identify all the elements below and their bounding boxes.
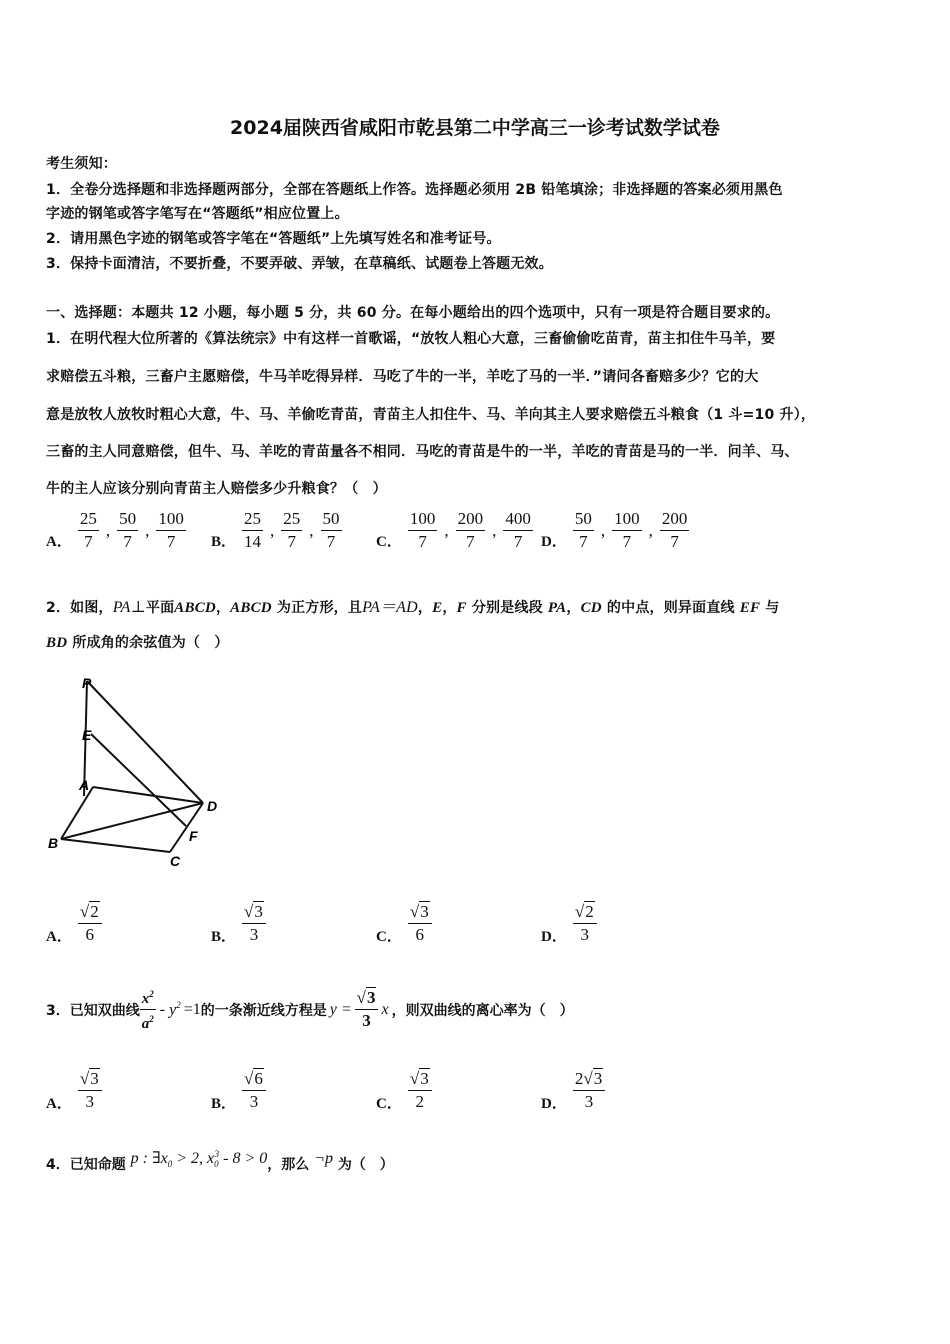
fraction xyxy=(117,508,138,553)
option-label: A． xyxy=(46,1096,72,1112)
edge-bc xyxy=(61,839,170,852)
radicand: 3 xyxy=(366,988,376,1007)
label-b: B xyxy=(48,835,59,851)
q2-text: 的中点，则异面直线 xyxy=(601,600,740,616)
var-x: x xyxy=(141,991,150,1007)
option-label: D． xyxy=(541,534,567,550)
exponent: 2 xyxy=(176,999,181,1010)
q2-text: 与 xyxy=(760,600,780,616)
numerator: 25 xyxy=(242,508,263,531)
fraction xyxy=(78,508,99,553)
q1-option-c[interactable]: C． $\frac{100}{7}$ , $\frac{200}{7}$ , $\frac{400}{7}$ xyxy=(376,509,531,551)
fraction: √ 3 6 xyxy=(408,901,432,946)
fraction: 2 √ 3 3 xyxy=(573,1068,605,1113)
option-label: B． xyxy=(211,929,237,945)
coefficient: 2 xyxy=(574,1069,584,1088)
q3-line xyxy=(46,985,574,1034)
numerator: 50 xyxy=(573,508,594,531)
geometry-figure xyxy=(40,668,240,883)
notice-heading: 考生须知： xyxy=(46,156,117,172)
option-label: B． xyxy=(211,534,237,550)
minus-sign: - xyxy=(159,1000,166,1018)
label-p: P xyxy=(82,675,92,691)
numerator: 200 xyxy=(456,508,486,531)
numerator: 25 xyxy=(281,508,302,531)
var-x: x xyxy=(381,1000,389,1018)
q2-text: ， xyxy=(417,600,433,616)
option-label: C． xyxy=(376,929,402,945)
fraction xyxy=(660,508,690,553)
proposition-p xyxy=(130,1148,268,1170)
math-expr: > 2, x xyxy=(172,1150,215,1167)
notice-line-2: 字迹的钢笔或答字笔写在“答题纸”相应位置上。 xyxy=(46,206,349,222)
math-expr: CD xyxy=(580,600,602,616)
q1-line-3: 意是放牧人放牧时粗心大意，牛、马、羊偷吃青苗，青苗主人扣住牛、马、羊向其主人要求赔偿五斗粮食（1 斗=10 升）， xyxy=(46,407,816,423)
q1-line-4: 三畜的主人同意赔偿，但牛、马、羊吃的青苗量各不相同．马吃的青苗是牛的一半，羊吃的青苗是马的一半．问羊、马、 xyxy=(46,444,799,460)
q2-line-1 xyxy=(46,594,780,617)
math-expr: y = xyxy=(329,1000,352,1018)
numerator: 50 xyxy=(321,508,342,531)
q3-text: 的一条渐近线方程是 xyxy=(200,1002,327,1019)
equals-one: =1 xyxy=(183,1000,201,1018)
q2-text: 为正方形，且 xyxy=(271,600,363,616)
q4-line xyxy=(46,1148,394,1175)
negation-p: ¬p xyxy=(314,1150,333,1167)
numerator: 400 xyxy=(503,508,533,531)
edge-pd xyxy=(87,681,203,803)
subscript: 0 xyxy=(167,1159,173,1170)
q3-text: ，则双曲线的离心率为（ ） xyxy=(391,1002,574,1019)
q4-text: 为（ ） xyxy=(337,1157,394,1173)
q1-option-b[interactable]: B． $\frac{25}{14}$ , $\frac{25}{7}$ , $\frac{50}{7}$ xyxy=(211,509,340,551)
notice-line-4: 3．保持卡面清洁，不要折叠，不要弄破、弄皱，在草稿纸、试题卷上答题无效。 xyxy=(46,256,553,272)
numerator: 25 xyxy=(78,508,99,531)
denominator: 7 xyxy=(287,532,297,551)
fraction: √ 3 3 xyxy=(78,1068,102,1113)
option-label: C． xyxy=(376,534,402,550)
radicand: 6 xyxy=(254,1069,263,1088)
q4-text: 4．已知命题 xyxy=(46,1157,126,1173)
fraction xyxy=(503,508,533,553)
denominator: 14 xyxy=(244,532,262,551)
edge-ef xyxy=(91,734,186,826)
fraction xyxy=(408,508,438,553)
label-e: E xyxy=(82,727,92,743)
label-f: F xyxy=(189,828,198,844)
fraction xyxy=(321,508,342,553)
option-label: A． xyxy=(46,534,72,550)
q2-option-d[interactable] xyxy=(541,901,597,946)
fraction xyxy=(573,508,594,553)
var-y: y xyxy=(169,1001,177,1019)
math-expr: PA⊥ xyxy=(112,599,146,616)
fraction xyxy=(242,508,263,553)
label-d: D xyxy=(207,798,218,814)
denominator: 6 xyxy=(85,925,95,944)
label-a: A xyxy=(79,777,90,793)
var-a: a xyxy=(141,1016,150,1032)
q3-option-a[interactable] xyxy=(46,1068,102,1113)
denominator: 7 xyxy=(579,532,588,551)
page-title: 2024届陕西省咸阳市乾县第二中学高三一诊考试数学试卷 xyxy=(230,117,720,139)
q3-text: 3．已知双曲线 xyxy=(46,1002,140,1019)
q1-option-a[interactable]: A． $\frac{25}{7}$ , $\frac{50}{7}$ , $\frac{100}{7}$ xyxy=(46,509,184,551)
denominator: 7 xyxy=(166,532,176,551)
numerator: 100 xyxy=(612,508,642,531)
fraction: √ 6 3 xyxy=(242,1068,266,1113)
denominator: 7 xyxy=(622,532,632,551)
math-expr: PA＝AD xyxy=(362,599,418,616)
math-expr: F xyxy=(456,600,467,616)
radicand: 3 xyxy=(593,1069,603,1088)
section-heading: 一、选择题：本题共 12 小题，每小题 5 分，共 60 分。在每小题给出的四个选项中，只有一项是符合题目要求的。 xyxy=(46,305,780,321)
denominator: 7 xyxy=(418,532,427,551)
math-expr: ABCD xyxy=(230,600,272,616)
math-expr: EF xyxy=(739,600,761,616)
math-expr: PA xyxy=(547,600,567,616)
radicand: 2 xyxy=(585,902,594,921)
notice-line-1: 1．全卷分选择题和非选择题两部分，全部在答题纸上作答。选择题必须用 2B 铅笔填涂；非选择题的答案必须用黑色 xyxy=(46,182,783,198)
q2-text: 分别是线段 xyxy=(466,600,548,616)
q2-text: ， xyxy=(566,600,581,616)
fraction xyxy=(456,508,486,553)
q2-text: 平面 xyxy=(145,600,175,616)
denominator: 3 xyxy=(362,1011,371,1030)
q3-option-c[interactable] xyxy=(376,1068,432,1113)
denominator: 7 xyxy=(466,532,475,551)
numerator: 50 xyxy=(117,508,138,531)
q1-line-5: 牛的主人应该分别向青苗主人赔偿多少升粮食？（ ） xyxy=(46,481,387,497)
radicand: 2 xyxy=(90,902,99,921)
fraction: √ 3 3 xyxy=(242,901,266,946)
denominator: 3 xyxy=(85,1092,95,1111)
label-c: C xyxy=(170,853,181,869)
math-expr: p : ∃x xyxy=(130,1150,168,1167)
denominator: 3 xyxy=(580,925,590,944)
numerator: 100 xyxy=(408,508,438,531)
q2-text: 2．如图， xyxy=(46,600,113,616)
numerator: 100 xyxy=(156,508,186,531)
exponent: 2 xyxy=(149,989,154,999)
q3-option-b[interactable] xyxy=(211,1068,266,1113)
exponent: 3 xyxy=(214,1148,220,1159)
q2-text: 所成角的余弦值为（ ） xyxy=(67,635,229,651)
denominator: 7 xyxy=(84,532,93,551)
math-expr: ABCD xyxy=(174,600,216,616)
denominator: 3 xyxy=(249,925,259,944)
denominator: 7 xyxy=(326,532,336,551)
q4-text: ，那么 xyxy=(267,1157,310,1173)
numerator: 200 xyxy=(660,508,690,531)
q1-line-1: 1．在明代程大位所著的《算法统宗》中有这样一首歌谣，“放牧人粗心大意，三畜偷偷吃苗青，苗主扣住牛马羊，要 xyxy=(46,331,776,347)
fraction: √ 2 3 xyxy=(573,901,597,946)
denominator: 3 xyxy=(584,1092,594,1111)
denominator: 2 xyxy=(415,1092,425,1111)
fraction xyxy=(156,508,186,553)
fraction: √ 3 2 xyxy=(408,1068,432,1113)
denominator: 7 xyxy=(123,532,132,551)
q2-line-2 xyxy=(46,632,229,652)
subscript: 0 xyxy=(214,1159,219,1170)
math-expr: - 8 > 0 xyxy=(219,1150,268,1167)
q2-option-a[interactable] xyxy=(46,901,102,946)
denominator: 3 xyxy=(249,1092,259,1111)
option-label: D． xyxy=(541,1096,567,1112)
fraction: √ 2 6 xyxy=(78,901,102,946)
q3-option-d[interactable] xyxy=(541,1068,605,1113)
denominator: 6 xyxy=(415,925,425,944)
option-label: A． xyxy=(46,929,72,945)
option-label: B． xyxy=(211,1096,237,1112)
q1-option-d[interactable]: D． $\frac{50}{7}$ , $\frac{100}{7}$ , $\frac{200}{7}$ xyxy=(541,509,688,551)
fraction: √ 3 3 xyxy=(355,987,379,1032)
q1-line-2: 求赔偿五斗粮，三畜户主愿赔偿，牛马羊吃得异样．马吃了牛的一半，羊吃了马的一半．”请问各畜赔多少？它的大 xyxy=(46,369,759,385)
exponent: 2 xyxy=(149,1014,154,1024)
q2-option-b[interactable] xyxy=(211,901,266,946)
math-expr: BD xyxy=(46,635,68,651)
notice-line-3: 2．请用黑色字迹的钢笔或答字笔在“答题纸”上先填写姓名和准考证号。 xyxy=(46,231,501,247)
option-label: D． xyxy=(541,929,567,945)
q2-option-c[interactable] xyxy=(376,901,432,946)
q2-text: ， xyxy=(442,600,457,616)
option-label: C． xyxy=(376,1096,402,1112)
radicand: 3 xyxy=(90,1069,99,1088)
math-expr: E xyxy=(432,600,443,616)
fraction xyxy=(140,985,156,1034)
denominator: 7 xyxy=(513,532,523,551)
denominator: 7 xyxy=(670,532,679,551)
radicand: 3 xyxy=(420,902,429,921)
fraction xyxy=(612,508,642,553)
radicand: 3 xyxy=(420,1069,429,1088)
q2-text: ， xyxy=(215,600,231,616)
radicand: 3 xyxy=(254,902,263,921)
fraction xyxy=(281,508,302,553)
